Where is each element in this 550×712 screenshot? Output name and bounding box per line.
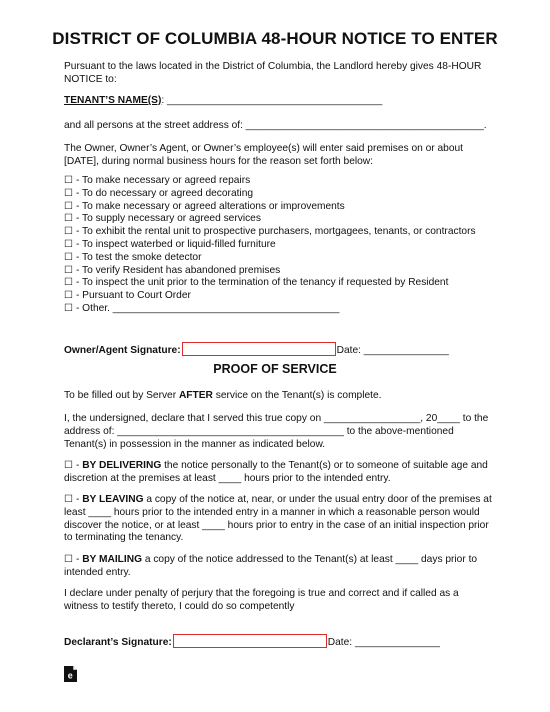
tenant-name-label: TENANT’S NAME(S) xyxy=(64,95,162,106)
proof-intro xyxy=(64,390,494,403)
mailing-text: a copy of the notice addressed to the Tenant(s) at least ____ days prior to intended entry. xyxy=(64,554,478,578)
reason-item[interactable]: ☐ - To exhibit the rental unit to prospective purchasers, mortgagees, tenants, or contractors xyxy=(64,226,476,238)
mailing-option[interactable] xyxy=(64,554,494,580)
owner-statement: The Owner, Owner’s Agent, or Owner’s employee(s) will enter said premises on or about [DATE], during normal business hours for the reason set forth below: xyxy=(64,143,464,167)
delivering-label: BY DELIVERING xyxy=(82,460,162,471)
mailing-label: BY MAILING xyxy=(82,554,142,565)
reason-item[interactable]: ☐ - To make necessary or agreed alterations or improvements xyxy=(64,200,345,212)
address-line: and all persons at the street address of: __________________________________________. xyxy=(64,120,487,131)
reason-item[interactable]: ☐ - To make necessary or agreed repairs xyxy=(64,175,251,186)
tenant-name-line xyxy=(64,95,494,108)
proof-intro-text-end: service on the Tenant(s) is complete. xyxy=(212,390,382,401)
declarant-signature-field[interactable] xyxy=(173,634,327,648)
owner-signature-field[interactable] xyxy=(182,342,336,356)
leaving-label: BY LEAVING xyxy=(82,494,144,505)
delivering-option[interactable] xyxy=(64,460,494,486)
owner-signature-line xyxy=(64,342,494,358)
reason-item[interactable]: ☐ - To inspect the unit prior to the termination of the tenancy if requested by Resident xyxy=(64,277,449,289)
document-title: DISTRICT OF COLUMBIA 48-HOUR NOTICE TO ENTER xyxy=(52,29,498,48)
declarant-signature-line xyxy=(64,634,494,650)
declarant-date[interactable]: Date: _______________ xyxy=(327,637,440,648)
intro-paragraph: Pursuant to the laws located in the District of Columbia, the Landlord hereby gives 48-HOUR NOTICE to: xyxy=(64,61,482,85)
declarant-signature-label: Declarant’s Signature: xyxy=(64,637,172,648)
owner-date[interactable]: Date: _______________ xyxy=(336,345,449,356)
leaving-checkbox[interactable]: ☐ - xyxy=(64,494,83,505)
reason-item[interactable]: ☐ - To do necessary or agreed decorating xyxy=(64,187,254,199)
leaving-option[interactable] xyxy=(64,494,494,545)
tenant-name-blank[interactable]: : ______________________________________ xyxy=(161,95,383,106)
proof-intro-bold: AFTER xyxy=(178,390,213,401)
mailing-checkbox[interactable]: ☐ - xyxy=(64,554,83,565)
perjury-statement: I declare under penalty of perjury that the foregoing is true and correct and if called as a witness to testify thereto, I could do so competently xyxy=(64,588,459,612)
reason-item[interactable]: ☐ - Other. ________________________________________ xyxy=(64,302,340,314)
svg-text:e: e xyxy=(67,670,73,681)
eforms-logo-icon xyxy=(64,666,77,682)
delivering-text: the notice personally to the Tenant(s) or to someone of suitable age and discretion at the premises at least ____ hours prior to the intended entry. xyxy=(64,460,488,484)
reasons-list xyxy=(64,175,494,316)
declaration-paragraph: I, the undersigned, declare that I served this true copy on _________________, 20____ to the address of: ________________________________________ to the above-mentioned Tenant(s) in possession in the manner as indicated below. xyxy=(64,413,489,450)
reason-item[interactable]: ☐ - Pursuant to Court Order xyxy=(64,290,191,302)
delivering-checkbox[interactable]: ☐ - xyxy=(64,460,83,471)
reason-item[interactable]: ☐ - To inspect waterbed or liquid-filled furniture xyxy=(64,238,276,250)
reason-item[interactable]: ☐ - To supply necessary or agreed services xyxy=(64,213,261,225)
reason-item[interactable]: ☐ - To test the smoke detector xyxy=(64,251,202,263)
owner-signature-label: Owner/Agent Signature: xyxy=(64,345,181,356)
proof-of-service-title: PROOF OF SERVICE xyxy=(213,362,337,376)
reason-item[interactable]: ☐ - To verify Resident has abandoned premises xyxy=(64,264,281,276)
proof-intro-text: To be filled out by Server xyxy=(64,390,179,401)
leaving-text: a copy of the notice at, near, or under the usual entry door of the premises at least ____ hours prior to the intended entry in a manner in which a reasonable person would discover the notice, or at least ____ hours prior to entry in the case of an initial inspection prior to terminating the tenancy. xyxy=(64,494,492,544)
